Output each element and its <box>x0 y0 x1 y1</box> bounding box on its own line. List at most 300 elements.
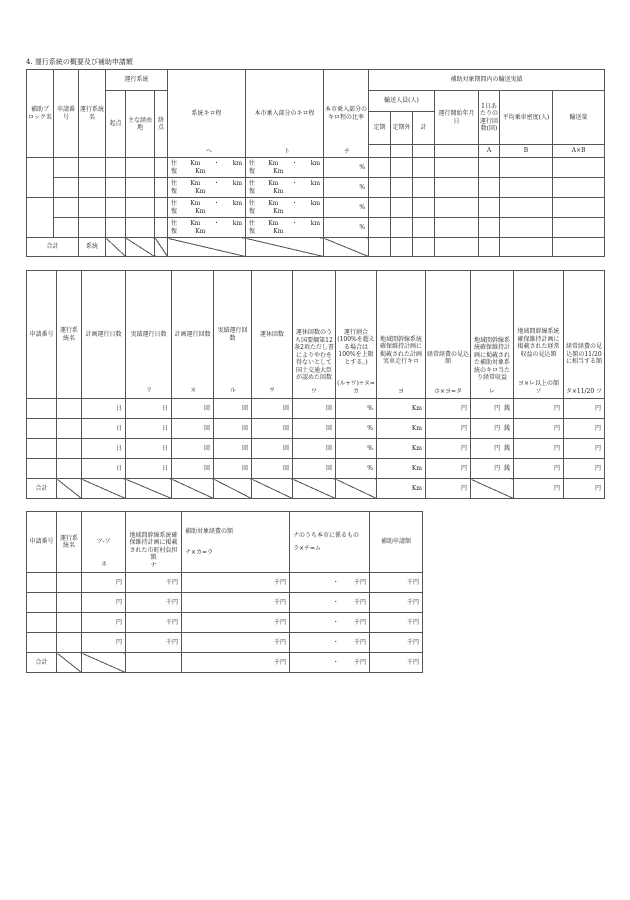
header-shinsei-number: 申請番号 <box>54 70 79 158</box>
cell-day: 日 <box>126 419 172 439</box>
diagonal-cell <box>336 479 377 499</box>
table-cell <box>27 419 57 439</box>
cell-yen: 円 <box>564 419 605 439</box>
table-cell <box>391 238 413 257</box>
unit: 銭 <box>503 464 510 472</box>
table-cell <box>106 198 126 218</box>
table-cell <box>27 593 57 613</box>
header-municipal-share-label: 地域間幹線系統確保維持計画に掲載された市町村負担額 <box>129 531 178 561</box>
header-route: 運行系統 <box>106 70 168 91</box>
dot: ・ <box>291 200 298 207</box>
cell-dot-thousand-yen <box>290 633 370 653</box>
unit: 千円 <box>353 638 366 646</box>
table-cell <box>57 439 82 459</box>
table-cell <box>500 178 553 198</box>
cell-thousand-yen: 千円 <box>370 653 423 673</box>
header-ratio <box>324 70 369 158</box>
cell-dot-thousand-yen <box>290 573 370 593</box>
table-cell <box>553 178 605 198</box>
cell-km: Km <box>377 419 426 439</box>
unit: Km <box>273 207 284 215</box>
unit: 円 <box>494 424 501 432</box>
unit: 千円 <box>353 598 366 606</box>
header-city-km <box>246 70 324 158</box>
diagonal-cell <box>126 238 155 257</box>
cell-yen: 円 <box>82 573 126 593</box>
ratio-cell: % <box>324 218 369 238</box>
table-cell <box>369 238 391 257</box>
outbound-label: 往 <box>249 200 256 207</box>
table-cell <box>54 218 79 238</box>
header-daily-trips: 1日あたりの運行回数(回) <box>479 91 500 145</box>
cell-thousand-yen: 千円 <box>370 593 423 613</box>
city-km-cell <box>246 198 324 218</box>
header-actual-trips <box>214 271 252 399</box>
outbound-label: 往 <box>249 160 256 167</box>
unit: Km <box>268 200 279 207</box>
table-cell <box>391 178 413 198</box>
cell-kai: 回 <box>293 439 336 459</box>
table-row <box>27 218 605 238</box>
cell-yen: 円 <box>564 459 605 479</box>
header-op-ratio-formula: (ル+ワ)÷ヌ=カ <box>337 380 375 395</box>
outbound-label: 往 <box>249 220 256 227</box>
header-city-portion-label: ナのうち本市に係るもの <box>293 531 360 539</box>
table-cell <box>500 238 553 257</box>
table-cell <box>479 178 500 198</box>
cell-dot-thousand-yen <box>290 613 370 633</box>
header-actual-days <box>126 271 172 399</box>
header-cost-estimate-label: 経常経費の見込額 <box>427 350 470 365</box>
unit: Km <box>190 220 201 227</box>
cell-yen: 円 <box>514 399 564 419</box>
header-revenue-estimate-label: 地域間幹線系統確保維持計画に掲載された経常収益の見込額 <box>517 328 560 358</box>
header-avg-density-symbol: B <box>500 145 553 158</box>
cell-yen: 円 <box>426 459 471 479</box>
total-label: 合計 <box>27 238 79 257</box>
table-row <box>27 439 605 459</box>
cell-km: Km <box>377 399 426 419</box>
table-cell <box>369 198 391 218</box>
table-row <box>27 593 423 613</box>
header-revenue-estimate-formula: ヨ×レ以上の額 ソ <box>517 380 560 395</box>
total-label: 合計 <box>27 653 57 673</box>
header-results: 補助対象期間内の輸送実績 <box>369 70 605 91</box>
table-row <box>27 573 423 593</box>
ratio-cell: % <box>324 198 369 218</box>
unit: Km <box>195 227 206 235</box>
route-km-cell <box>168 158 246 178</box>
header-shinsei-number: 申請番号 <box>27 512 57 573</box>
header-eleven-twentieths-formula: タ×11/20 ツ <box>565 387 603 395</box>
diagonal-cell <box>126 479 172 499</box>
header-op-ratio <box>336 271 377 399</box>
cell-yen: 円 <box>514 419 564 439</box>
header-teiki: 定期 <box>369 112 391 145</box>
header-start: 起点 <box>106 91 126 158</box>
header-via: 主な経由地 <box>126 91 155 158</box>
header-approved-cancelled <box>293 271 336 399</box>
header-cancelled-label: 運休回数 <box>259 330 284 338</box>
header-cancelled-symbol: ヲ <box>269 386 276 394</box>
cell-day: 日 <box>126 399 172 419</box>
unit: km <box>232 180 243 187</box>
table-cell <box>155 178 168 198</box>
header-route-km-symbol: ヘ <box>206 147 213 155</box>
cell-kai: 回 <box>252 439 293 459</box>
cell-thousand-yen: 千円 <box>126 573 182 593</box>
operation-cost-table <box>26 270 605 499</box>
table-cell <box>413 238 435 257</box>
city-km-cell <box>246 158 324 178</box>
cell-kai: 回 <box>214 459 252 479</box>
cell-yen: 円 <box>514 439 564 459</box>
total-row <box>27 479 605 499</box>
total-row <box>27 238 605 257</box>
dot: ・ <box>332 578 339 586</box>
city-km-cell <box>246 218 324 238</box>
unit: 円 <box>494 444 501 452</box>
table-cell <box>57 399 82 419</box>
header-block: 補助ブロック名 <box>27 70 54 158</box>
header-start-date: 運行開始年月日 <box>435 91 479 145</box>
cell-pct: % <box>336 419 377 439</box>
unit: Km <box>195 207 206 215</box>
cell-day: 日 <box>82 459 126 479</box>
table-cell <box>479 218 500 238</box>
header-eligible-cost-label: 補助対象経費の額 <box>185 527 234 535</box>
cell-thousand-yen: 千円 <box>182 633 290 653</box>
header-municipal-share <box>126 512 182 573</box>
return-label: 復 <box>249 187 256 195</box>
header-city-km-label: 本市乗入部分のキロ程 <box>254 109 315 117</box>
cell-kai: 回 <box>172 439 214 459</box>
header-eleven-twentieths <box>564 271 605 399</box>
header-cancelled <box>252 271 293 399</box>
header-planned-km <box>377 271 426 399</box>
return-label: 復 <box>171 167 178 175</box>
header-planned-km-label: 地域間幹線系統確保維持計画に掲載された計画実車走行キロ <box>379 335 422 365</box>
header-op-ratio-label: 運行割合(100%を超える場合は100%を上限とする。) <box>337 328 375 366</box>
cell-yen: 円 <box>82 633 126 653</box>
table-cell <box>106 158 126 178</box>
cell-km: Km <box>377 439 426 459</box>
table-cell <box>57 613 82 633</box>
table-cell <box>106 218 126 238</box>
table-cell <box>435 178 479 198</box>
header-volume-symbol: A×B <box>553 145 605 158</box>
cell-yen-sen <box>471 459 514 479</box>
header-actual-days-label: 実績運行日数 <box>130 330 167 338</box>
block-cell <box>27 158 54 198</box>
diagonal-cell <box>471 479 514 499</box>
cell-kai: 回 <box>252 459 293 479</box>
diagonal-cell <box>252 479 293 499</box>
total-label: 合計 <box>27 479 57 499</box>
return-label: 復 <box>249 227 256 235</box>
city-km-cell <box>246 178 324 198</box>
cell-yen: 円 <box>514 479 564 499</box>
table-cell <box>57 419 82 439</box>
unit: km <box>310 220 321 227</box>
table-cell <box>479 198 500 218</box>
header-municipal-share-symbol: ナ <box>150 561 157 569</box>
table-cell <box>479 238 500 257</box>
cell-kai: 回 <box>252 419 293 439</box>
unit: km <box>310 200 321 207</box>
diagonal-cell <box>57 653 82 673</box>
cell-thousand-yen: 千円 <box>370 573 423 593</box>
table-cell <box>27 399 57 419</box>
header-actual-trips-symbol: ル <box>230 386 237 394</box>
cell-day: 日 <box>82 419 126 439</box>
return-label: 復 <box>249 207 256 215</box>
table-cell <box>126 158 155 178</box>
cell-day: 日 <box>126 459 172 479</box>
outbound-label: 往 <box>171 160 178 167</box>
cell-kai: 回 <box>172 419 214 439</box>
table-row <box>27 613 423 633</box>
dot: ・ <box>213 220 220 227</box>
header-teikigai: 定期外 <box>391 112 413 145</box>
cell-yen: 円 <box>82 613 126 633</box>
table-cell <box>54 158 79 178</box>
dot: ・ <box>332 658 339 666</box>
cell-thousand-yen: 千円 <box>182 653 290 673</box>
table-cell <box>27 613 57 633</box>
header-actual-trips-label: 実績運行回数 <box>217 327 248 342</box>
unit: Km <box>273 227 284 235</box>
cell-dot-thousand-yen <box>290 653 370 673</box>
unit: 千円 <box>353 618 366 626</box>
cell-yen-sen <box>471 439 514 459</box>
table-row <box>27 419 605 439</box>
unit: km <box>310 160 321 167</box>
table-cell <box>155 218 168 238</box>
diagonal-cell <box>82 653 126 673</box>
cell-yen: 円 <box>514 459 564 479</box>
header-request-amount: 補助申請額 <box>370 512 423 573</box>
diagonal-cell <box>172 479 214 499</box>
cell-day: 日 <box>82 399 126 419</box>
diagonal-cell <box>324 238 369 257</box>
header-planned-trips-symbol: ヌ <box>190 386 197 394</box>
table-row <box>27 178 605 198</box>
table-cell <box>27 633 57 653</box>
table-cell <box>27 459 57 479</box>
table-cell <box>79 178 106 198</box>
cell-kai: 回 <box>214 399 252 419</box>
cell-yen-sen <box>471 419 514 439</box>
cell-thousand-yen: 千円 <box>182 613 290 633</box>
header-planned-km-symbol: ヨ <box>397 387 404 395</box>
table-cell <box>54 198 79 218</box>
cell-km: Km <box>377 479 426 499</box>
dot: ・ <box>213 160 220 167</box>
route-overview-table <box>26 69 605 257</box>
header-cost-estimate-formula: ホ×ヨ=タ <box>433 387 463 395</box>
diagonal-cell <box>168 238 246 257</box>
header-route-name: 運行系統名 <box>57 271 82 399</box>
unit: Km <box>190 180 201 187</box>
table-cell <box>369 178 391 198</box>
table-cell <box>79 198 106 218</box>
cell-kai: 回 <box>293 419 336 439</box>
table-row <box>27 158 605 178</box>
cell-yen: 円 <box>82 593 126 613</box>
dot: ・ <box>213 200 220 207</box>
table-cell <box>106 178 126 198</box>
header-difference <box>82 512 126 573</box>
header-cost-estimate <box>426 271 471 399</box>
route-km-cell <box>168 218 246 238</box>
unit: 銭 <box>503 444 510 452</box>
header-ratio-symbol: チ <box>344 147 351 155</box>
route-km-cell <box>168 198 246 218</box>
total-route-label: 系統 <box>79 238 106 257</box>
table-cell <box>57 633 82 653</box>
cell-kai: 回 <box>293 459 336 479</box>
header-eleven-twentieths-label: 経常経費の見込額の11/20に相当する額 <box>565 343 602 365</box>
header-revenue-per-km-label: 地域間幹線系統確保維持計画に掲載された補助対象系統のキロ当たり経常収益 <box>473 336 510 381</box>
table-cell <box>79 218 106 238</box>
total-row <box>27 653 423 673</box>
cell-pct: % <box>336 439 377 459</box>
cell-yen: 円 <box>426 479 471 499</box>
cell-thousand-yen: 千円 <box>370 633 423 653</box>
return-label: 復 <box>171 187 178 195</box>
table-cell <box>126 653 182 673</box>
table-row <box>27 633 423 653</box>
table-cell <box>500 158 553 178</box>
header-city-km-symbol: ト <box>284 147 291 155</box>
outbound-label: 往 <box>171 200 178 207</box>
table-cell <box>435 158 479 178</box>
table-row <box>27 459 605 479</box>
cell-yen: 円 <box>564 479 605 499</box>
cell-kai: 回 <box>214 439 252 459</box>
header-city-portion <box>290 512 370 573</box>
table-cell <box>57 459 82 479</box>
header-planned-days: 計画運行日数 <box>82 271 126 399</box>
cell-yen: 円 <box>564 439 605 459</box>
table-cell <box>435 198 479 218</box>
table-cell <box>155 158 168 178</box>
table-cell <box>155 198 168 218</box>
block-cell <box>27 198 54 238</box>
header-route-km <box>168 70 246 158</box>
unit: km <box>232 160 243 167</box>
table-cell <box>553 198 605 218</box>
table-cell <box>369 218 391 238</box>
cell-kai: 回 <box>214 419 252 439</box>
table-cell <box>413 218 435 238</box>
cell-day: 日 <box>126 439 172 459</box>
cell-thousand-yen: 千円 <box>126 633 182 653</box>
cell-kai: 回 <box>172 399 214 419</box>
diagonal-cell <box>106 238 126 257</box>
ratio-cell: % <box>324 158 369 178</box>
dot: ・ <box>291 220 298 227</box>
unit: 千円 <box>353 578 366 586</box>
cell-thousand-yen: 千円 <box>126 613 182 633</box>
cell-km: Km <box>377 459 426 479</box>
table-cell <box>391 198 413 218</box>
route-km-cell <box>168 178 246 198</box>
cell-yen: 円 <box>426 399 471 419</box>
diagonal-cell <box>214 479 252 499</box>
outbound-label: 往 <box>249 180 256 187</box>
cell-yen: 円 <box>426 419 471 439</box>
diagonal-cell <box>82 479 126 499</box>
header-difference-label: ツ-ソ <box>96 538 111 546</box>
unit: Km <box>195 167 206 175</box>
cell-thousand-yen: 千円 <box>370 613 423 633</box>
header-city-portion-formula: ラ×チ=ム <box>293 545 322 552</box>
header-eligible-cost-formula: ナ×カ=ラ <box>185 549 214 556</box>
header-ratio-label: 本市乗入部分のキロ程の比率 <box>325 106 368 121</box>
cell-day: 日 <box>82 439 126 459</box>
header-planned-trips <box>172 271 214 399</box>
cell-dot-thousand-yen <box>290 593 370 613</box>
dot: ・ <box>332 598 339 606</box>
unit: km <box>232 220 243 227</box>
table-cell <box>27 573 57 593</box>
table-cell <box>391 158 413 178</box>
table-cell <box>553 218 605 238</box>
unit: km <box>232 200 243 207</box>
dot: ・ <box>332 638 339 646</box>
dot: ・ <box>291 180 298 187</box>
cell-thousand-yen: 千円 <box>182 573 290 593</box>
header-avg-density: 平均乗車密度(人) <box>500 91 553 145</box>
unit: Km <box>268 160 279 167</box>
dot: ・ <box>213 180 220 187</box>
cell-thousand-yen: 千円 <box>182 593 290 613</box>
header-revenue-estimate <box>514 271 564 399</box>
table-cell <box>413 158 435 178</box>
cell-kai: 回 <box>252 399 293 419</box>
cell-kai: 回 <box>172 459 214 479</box>
table-cell <box>79 158 106 178</box>
table-row <box>27 198 605 218</box>
section-title: 4. 運行系統の概要及び補助申請額 <box>26 58 133 66</box>
header-actual-days-symbol: リ <box>146 386 153 394</box>
cell-yen-sen <box>471 399 514 419</box>
header-route-name: 運行系統名 <box>79 70 106 158</box>
header-kei: 計 <box>413 112 435 145</box>
header-route-name: 運行系統名 <box>57 512 82 573</box>
table-cell <box>126 178 155 198</box>
table-cell <box>126 198 155 218</box>
table-cell <box>57 593 82 613</box>
cell-yen: 円 <box>426 439 471 459</box>
return-label: 復 <box>249 167 256 175</box>
return-label: 復 <box>171 227 178 235</box>
outbound-label: 往 <box>171 180 178 187</box>
header-planned-trips-label: 計画運行回数 <box>174 330 211 338</box>
header-approved-cancelled-symbol: ワ <box>310 387 317 395</box>
cell-thousand-yen: 千円 <box>126 593 182 613</box>
table-cell <box>500 218 553 238</box>
header-volume: 輸送量 <box>553 91 605 145</box>
table-cell <box>435 218 479 238</box>
header-passengers: 輸送人員(人) <box>369 91 435 112</box>
table-cell <box>553 158 605 178</box>
unit: 円 <box>494 404 501 412</box>
unit: Km <box>195 187 206 195</box>
unit: Km <box>190 200 201 207</box>
